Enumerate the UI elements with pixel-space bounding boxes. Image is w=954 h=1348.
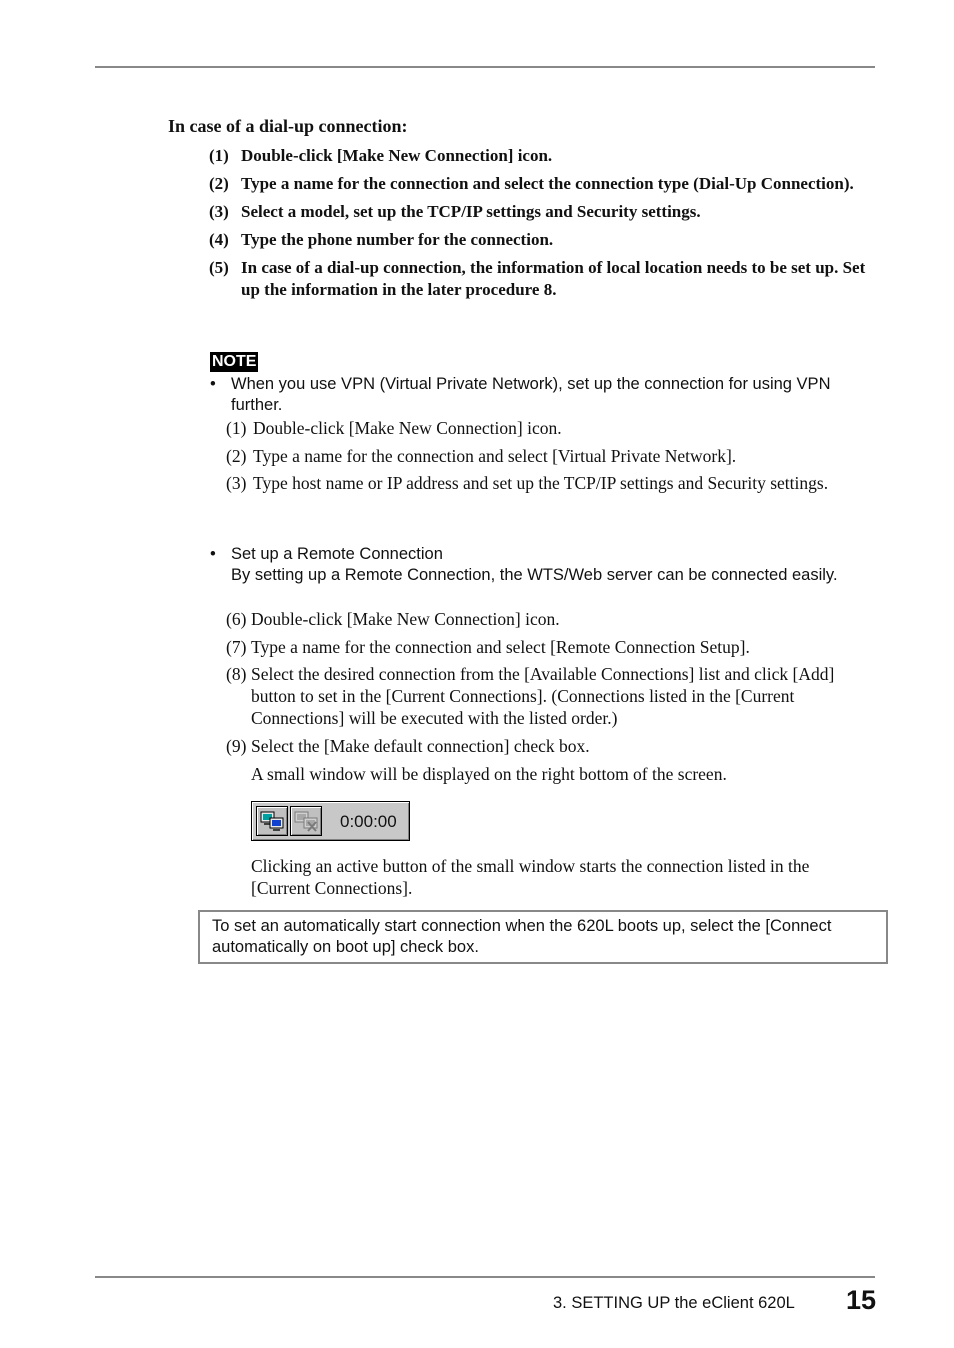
substep-item <box>226 735 866 757</box>
substep-number: (8) <box>226 664 247 684</box>
vpn-substeps <box>226 417 866 500</box>
substep-text: Type a name for the connection and select [Virtual Private Network]. <box>253 445 737 466</box>
remote-connection-bullet <box>210 544 865 586</box>
footer-rule <box>95 1276 875 1278</box>
step-number: (1) <box>209 146 229 165</box>
dialup-steps <box>209 145 869 307</box>
substep-text: Type host name or IP address and set up the TCP/IP settings and Security settings. <box>253 473 829 493</box>
step-item <box>209 145 869 167</box>
substep-item <box>226 636 866 658</box>
substep-text: Double-click [Make New Connection] icon. <box>253 418 562 438</box>
small-window-description: A small window will be displayed on the right bottom of the screen. <box>251 764 727 784</box>
substep-item <box>226 417 866 439</box>
step-text: Type a name for the connection and select the connection type (Dial-Up Connection). <box>241 174 854 193</box>
substep-item <box>226 472 866 494</box>
step-item <box>209 257 869 301</box>
connect-button[interactable] <box>256 806 288 836</box>
disconnect-button[interactable] <box>290 806 322 836</box>
substep-text: Type a name for the connection and select [Remote Connection Setup]. <box>251 636 750 657</box>
substep-item <box>226 445 866 467</box>
connection-timer: 0:00:00 <box>340 812 397 831</box>
bullet-dot: • <box>210 545 216 563</box>
step-item <box>209 173 869 195</box>
step-text: Select a model, set up the TCP/IP settings and Security settings. <box>241 202 701 221</box>
remote-bullet-title: Set up a Remote Connection <box>231 545 443 563</box>
remote-substeps <box>226 608 866 762</box>
step-text: In case of a dial-up connection, the information of local location needs to be set up. Set up the information in the later procedure 8. <box>241 258 866 299</box>
substep-number: (9) <box>226 735 247 756</box>
substep-number: (3) <box>226 473 247 493</box>
network-disconnect-icon <box>293 809 319 833</box>
substep-number: (2) <box>226 445 247 466</box>
substep-text: Double-click [Make New Connection] icon. <box>251 609 560 629</box>
step-number: (2) <box>209 174 229 193</box>
substep-text: Select the desired connection from the [Available Connections] list and click [Add] button to set in the [Current Connections]. (Connections listed in the [Current Connections] will be executed with the listed order.) <box>251 664 835 728</box>
vpn-bullet <box>210 374 865 416</box>
note-badge: NOTE <box>212 353 257 370</box>
substep-number: (7) <box>226 636 247 657</box>
footer-section-label: 3. SETTING UP the eClient 620L <box>553 1294 795 1312</box>
auto-connect-note-box <box>198 910 888 964</box>
remote-bullet-text: By setting up a Remote Connection, the WTS/Web server can be connected easily. <box>231 566 838 584</box>
step-text: Double-click [Make New Connection] icon. <box>241 146 553 165</box>
substep-item <box>226 663 866 729</box>
substep-text: Select the [Make default connection] check box. <box>251 735 590 756</box>
step-number: (5) <box>209 258 229 277</box>
page-number: 15 <box>846 1285 877 1315</box>
bullet-dot: • <box>210 375 216 393</box>
substep-item <box>226 608 866 630</box>
section-heading: In case of a dial-up connection: <box>168 116 408 136</box>
substep-number: (1) <box>226 418 247 438</box>
step-item <box>209 229 869 251</box>
auto-connect-note-text: To set an automatically start connection when the 620L boots up, select the [Connect automatically on boot up] check box. <box>212 917 832 956</box>
small-window-explanation: Clicking an active button of the small window starts the connection listed in the [Current Connections]. <box>251 856 810 898</box>
step-number: (3) <box>209 202 229 221</box>
vpn-bullet-text: When you use VPN (Virtual Private Network), set up the connection for using VPN further. <box>231 375 831 414</box>
connection-small-window <box>251 801 410 841</box>
step-text: Type the phone number for the connection. <box>241 230 554 249</box>
network-connect-icon <box>259 809 285 833</box>
substep-number: (6) <box>226 609 247 629</box>
step-item <box>209 201 869 223</box>
step-number: (4) <box>209 230 229 249</box>
header-rule <box>95 66 875 68</box>
